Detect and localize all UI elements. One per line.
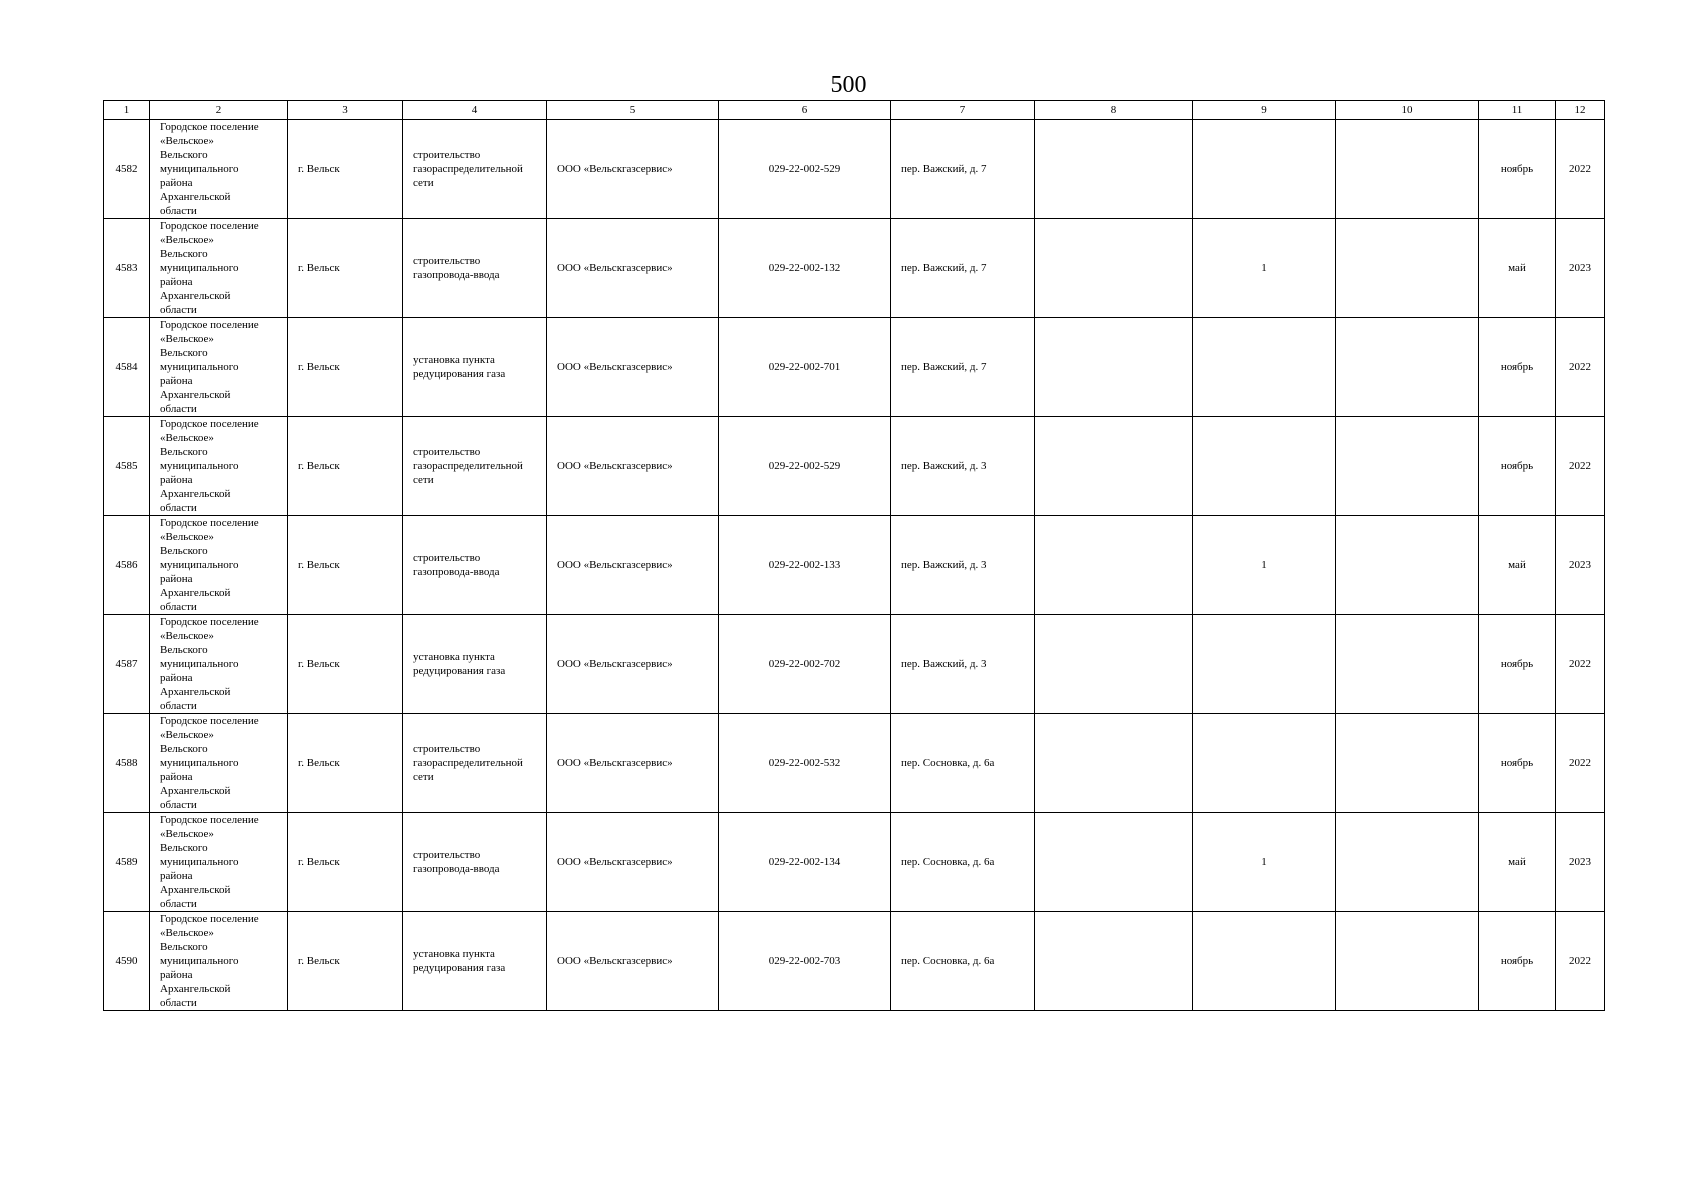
settlement-cell-line: Вельского [160, 842, 208, 854]
column-9-cell: 1 [1193, 813, 1336, 912]
work-type-cell-line: газораспределительной [413, 163, 523, 175]
locality-cell: г. Вельск [288, 516, 403, 615]
settlement-cell-line: Вельского [160, 644, 208, 656]
settlement-cell-line: Архангельской [160, 686, 231, 698]
work-type-cell-line: газопровода-ввода [413, 566, 500, 578]
settlement-cell-line: области [160, 700, 197, 712]
registry-body [104, 120, 1605, 1011]
column-9-cell [1193, 120, 1336, 219]
column-10-cell [1336, 417, 1479, 516]
settlement-cell-line: района [160, 672, 193, 684]
work-type-cell [403, 615, 547, 714]
settlement-cell-line: «Вельское» [160, 234, 214, 246]
locality-cell: г. Вельск [288, 318, 403, 417]
month-cell: ноябрь [1479, 615, 1556, 714]
object-code-cell: 029-22-002-134 [719, 813, 891, 912]
work-type-cell-line: установка пункта [413, 354, 495, 366]
settlement-cell-line: района [160, 375, 193, 387]
settlement-cell-line: «Вельское» [160, 828, 214, 840]
row-number: 4584 [104, 318, 150, 417]
settlement-cell-line: района [160, 969, 193, 981]
work-type-cell-line: редуцирования газа [413, 665, 506, 677]
column-header-8: 8 [1035, 101, 1193, 120]
work-type-cell [403, 516, 547, 615]
settlement-cell-line: муниципального [160, 856, 239, 868]
locality-cell: г. Вельск [288, 615, 403, 714]
column-9-cell: 1 [1193, 219, 1336, 318]
row-number: 4585 [104, 417, 150, 516]
settlement-cell-line: «Вельское» [160, 531, 214, 543]
organization-cell: ООО «Вельскгазсервис» [547, 120, 719, 219]
settlement-cell-line: Городское поселение [160, 913, 259, 925]
address-cell: пер. Важский, д. 7 [891, 219, 1035, 318]
settlement-cell-line: «Вельское» [160, 729, 214, 741]
settlement-cell-line: Вельского [160, 545, 208, 557]
locality-cell: г. Вельск [288, 714, 403, 813]
year-cell: 2022 [1556, 714, 1605, 813]
work-type-cell [403, 318, 547, 417]
locality-cell: г. Вельск [288, 912, 403, 1011]
column-9-cell [1193, 615, 1336, 714]
column-8-cell [1035, 615, 1193, 714]
column-header-7: 7 [891, 101, 1035, 120]
column-header-1: 1 [104, 101, 150, 120]
table-row [104, 516, 1605, 615]
work-type-cell-line: строительство [413, 743, 481, 755]
settlement-cell-line: области [160, 502, 197, 514]
column-8-cell [1035, 417, 1193, 516]
header-row [104, 101, 1605, 120]
column-header-9: 9 [1193, 101, 1336, 120]
month-cell: май [1479, 516, 1556, 615]
row-number: 4587 [104, 615, 150, 714]
column-8-cell [1035, 318, 1193, 417]
settlement-cell [150, 120, 288, 219]
column-header-11: 11 [1479, 101, 1556, 120]
row-number: 4583 [104, 219, 150, 318]
organization-cell: ООО «Вельскгазсервис» [547, 714, 719, 813]
work-type-cell [403, 813, 547, 912]
column-8-cell [1035, 516, 1193, 615]
column-header-12: 12 [1556, 101, 1605, 120]
column-header-6: 6 [719, 101, 891, 120]
settlement-cell-line: муниципального [160, 460, 239, 472]
table-row [104, 714, 1605, 813]
settlement-cell-line: Городское поселение [160, 418, 259, 430]
settlement-cell-line: Городское поселение [160, 814, 259, 826]
table-row [104, 813, 1605, 912]
column-8-cell [1035, 219, 1193, 318]
settlement-cell-line: области [160, 601, 197, 613]
organization-cell: ООО «Вельскгазсервис» [547, 516, 719, 615]
settlement-cell [150, 813, 288, 912]
settlement-cell-line: «Вельское» [160, 927, 214, 939]
settlement-cell-line: Архангельской [160, 884, 231, 896]
row-number: 4590 [104, 912, 150, 1011]
settlement-cell-line: Вельского [160, 347, 208, 359]
address-cell: пер. Важский, д. 3 [891, 417, 1035, 516]
table-row [104, 912, 1605, 1011]
page-number: 500 [830, 72, 867, 98]
column-10-cell [1336, 714, 1479, 813]
year-cell: 2022 [1556, 615, 1605, 714]
object-code-cell: 029-22-002-702 [719, 615, 891, 714]
work-type-cell-line: сети [413, 177, 434, 189]
address-cell: пер. Важский, д. 3 [891, 516, 1035, 615]
column-10-cell [1336, 615, 1479, 714]
settlement-cell [150, 417, 288, 516]
settlement-cell-line: «Вельское» [160, 135, 214, 147]
address-cell: пер. Сосновка, д. 6а [891, 714, 1035, 813]
month-cell: ноябрь [1479, 714, 1556, 813]
column-8-cell [1035, 813, 1193, 912]
settlement-cell-line: Городское поселение [160, 715, 259, 727]
address-cell: пер. Сосновка, д. 6а [891, 912, 1035, 1011]
work-type-cell [403, 219, 547, 318]
settlement-cell-line: Вельского [160, 149, 208, 161]
column-header-10: 10 [1336, 101, 1479, 120]
locality-cell: г. Вельск [288, 813, 403, 912]
work-type-cell-line: строительство [413, 255, 481, 267]
address-cell: пер. Сосновка, д. 6а [891, 813, 1035, 912]
column-header-2: 2 [150, 101, 288, 120]
organization-cell: ООО «Вельскгазсервис» [547, 813, 719, 912]
table-row [104, 615, 1605, 714]
work-type-cell-line: газораспределительной [413, 460, 523, 472]
object-code-cell: 029-22-002-133 [719, 516, 891, 615]
work-type-cell-line: строительство [413, 149, 481, 161]
row-number: 4589 [104, 813, 150, 912]
locality-cell: г. Вельск [288, 219, 403, 318]
row-number: 4582 [104, 120, 150, 219]
settlement-cell [150, 912, 288, 1011]
settlement-cell-line: Городское поселение [160, 121, 259, 133]
table-row [104, 120, 1605, 219]
settlement-cell-line: Городское поселение [160, 616, 259, 628]
work-type-cell-line: сети [413, 771, 434, 783]
column-header-4: 4 [403, 101, 547, 120]
organization-cell: ООО «Вельскгазсервис» [547, 615, 719, 714]
work-type-cell-line: установка пункта [413, 948, 495, 960]
column-9-cell [1193, 318, 1336, 417]
work-type-cell-line: установка пункта [413, 651, 495, 663]
year-cell: 2022 [1556, 120, 1605, 219]
settlement-cell-line: района [160, 771, 193, 783]
settlement-cell-line: Вельского [160, 248, 208, 260]
month-cell: май [1479, 219, 1556, 318]
settlement-cell-line: муниципального [160, 658, 239, 670]
year-cell: 2023 [1556, 219, 1605, 318]
year-cell: 2022 [1556, 318, 1605, 417]
work-type-cell-line: редуцирования газа [413, 962, 506, 974]
settlement-cell [150, 714, 288, 813]
settlement-cell-line: района [160, 573, 193, 585]
object-code-cell: 029-22-002-703 [719, 912, 891, 1011]
work-type-cell-line: редуцирования газа [413, 368, 506, 380]
work-type-cell-line: строительство [413, 849, 481, 861]
settlement-cell-line: Вельского [160, 446, 208, 458]
settlement-cell-line: Архангельской [160, 587, 231, 599]
settlement-cell-line: Вельского [160, 743, 208, 755]
organization-cell: ООО «Вельскгазсервис» [547, 417, 719, 516]
table-row [104, 219, 1605, 318]
settlement-cell [150, 615, 288, 714]
settlement-cell-line: Архангельской [160, 488, 231, 500]
work-type-cell-line: газопровода-ввода [413, 269, 500, 281]
settlement-cell-line: «Вельское» [160, 432, 214, 444]
settlement-cell [150, 219, 288, 318]
column-8-cell [1035, 714, 1193, 813]
row-number: 4588 [104, 714, 150, 813]
settlement-cell-line: муниципального [160, 757, 239, 769]
settlement-cell-line: области [160, 997, 197, 1009]
column-8-cell [1035, 912, 1193, 1011]
month-cell: ноябрь [1479, 318, 1556, 417]
locality-cell: г. Вельск [288, 120, 403, 219]
column-10-cell [1336, 516, 1479, 615]
settlement-cell-line: района [160, 276, 193, 288]
settlement-cell-line: «Вельское» [160, 630, 214, 642]
settlement-cell-line: муниципального [160, 955, 239, 967]
work-type-cell [403, 120, 547, 219]
work-type-cell-line: строительство [413, 446, 481, 458]
column-9-cell: 1 [1193, 516, 1336, 615]
column-10-cell [1336, 813, 1479, 912]
work-type-cell [403, 912, 547, 1011]
column-10-cell [1336, 120, 1479, 219]
table-row [104, 417, 1605, 516]
settlement-cell-line: «Вельское» [160, 333, 214, 345]
settlement-cell-line: Архангельской [160, 785, 231, 797]
month-cell: ноябрь [1479, 417, 1556, 516]
registry-table [103, 100, 1605, 1011]
year-cell: 2023 [1556, 516, 1605, 615]
column-header-3: 3 [288, 101, 403, 120]
settlement-cell-line: муниципального [160, 163, 239, 175]
address-cell: пер. Важский, д. 7 [891, 318, 1035, 417]
month-cell: ноябрь [1479, 912, 1556, 1011]
settlement-cell-line: района [160, 177, 193, 189]
settlement-cell-line: области [160, 403, 197, 415]
organization-cell: ООО «Вельскгазсервис» [547, 912, 719, 1011]
organization-cell: ООО «Вельскгазсервис» [547, 219, 719, 318]
month-cell: май [1479, 813, 1556, 912]
settlement-cell-line: Городское поселение [160, 220, 259, 232]
settlement-cell-line: Городское поселение [160, 517, 259, 529]
settlement-cell [150, 516, 288, 615]
column-9-cell [1193, 417, 1336, 516]
work-type-cell-line: строительство [413, 552, 481, 564]
settlement-cell-line: области [160, 304, 197, 316]
year-cell: 2023 [1556, 813, 1605, 912]
object-code-cell: 029-22-002-132 [719, 219, 891, 318]
column-10-cell [1336, 219, 1479, 318]
locality-cell: г. Вельск [288, 417, 403, 516]
work-type-cell-line: газораспределительной [413, 757, 523, 769]
year-cell: 2022 [1556, 912, 1605, 1011]
organization-cell: ООО «Вельскгазсервис» [547, 318, 719, 417]
object-code-cell: 029-22-002-529 [719, 417, 891, 516]
settlement-cell-line: муниципального [160, 559, 239, 571]
settlement-cell-line: Архангельской [160, 983, 231, 995]
settlement-cell-line: муниципального [160, 361, 239, 373]
column-8-cell [1035, 120, 1193, 219]
year-cell: 2022 [1556, 417, 1605, 516]
column-9-cell [1193, 714, 1336, 813]
row-number: 4586 [104, 516, 150, 615]
settlement-cell [150, 318, 288, 417]
column-header-5: 5 [547, 101, 719, 120]
settlement-cell-line: Архангельской [160, 290, 231, 302]
settlement-cell-line: области [160, 799, 197, 811]
address-cell: пер. Важский, д. 3 [891, 615, 1035, 714]
column-10-cell [1336, 912, 1479, 1011]
address-cell: пер. Важский, д. 7 [891, 120, 1035, 219]
settlement-cell-line: области [160, 205, 197, 217]
settlement-cell-line: Вельского [160, 941, 208, 953]
work-type-cell-line: газопровода-ввода [413, 863, 500, 875]
column-9-cell [1193, 912, 1336, 1011]
object-code-cell: 029-22-002-701 [719, 318, 891, 417]
object-code-cell: 029-22-002-532 [719, 714, 891, 813]
work-type-cell [403, 417, 547, 516]
month-cell: ноябрь [1479, 120, 1556, 219]
table-row [104, 318, 1605, 417]
column-10-cell [1336, 318, 1479, 417]
work-type-cell [403, 714, 547, 813]
work-type-cell-line: сети [413, 474, 434, 486]
settlement-cell-line: Архангельской [160, 389, 231, 401]
settlement-cell-line: района [160, 870, 193, 882]
settlement-cell-line: муниципального [160, 262, 239, 274]
settlement-cell-line: района [160, 474, 193, 486]
settlement-cell-line: области [160, 898, 197, 910]
settlement-cell-line: Городское поселение [160, 319, 259, 331]
object-code-cell: 029-22-002-529 [719, 120, 891, 219]
settlement-cell-line: Архангельской [160, 191, 231, 203]
